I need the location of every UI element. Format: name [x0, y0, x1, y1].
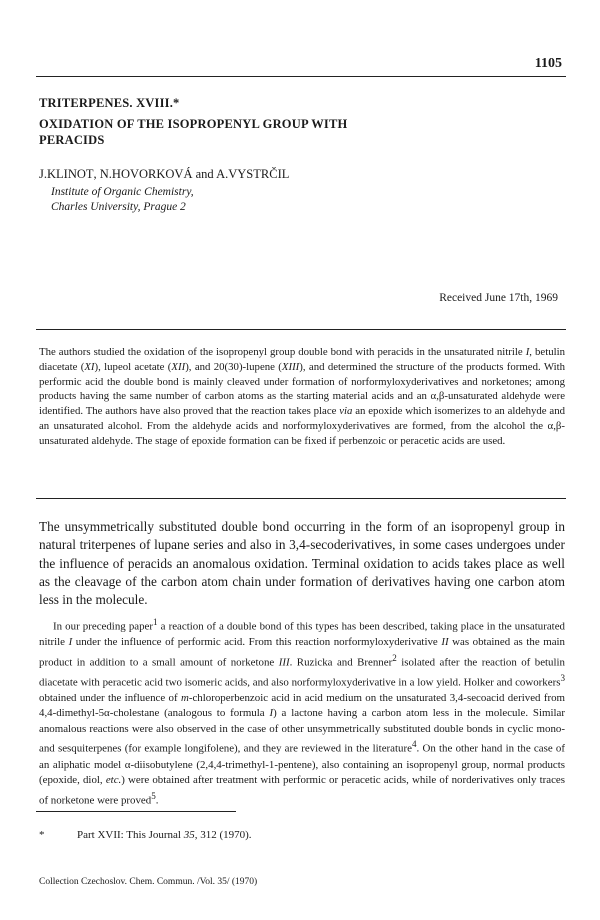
- footnote: * Part XVII: This Journal 35, 312 (1970).: [39, 829, 252, 841]
- reference-2[interactable]: 2: [392, 652, 397, 663]
- journal-footer: Collection Czechoslov. Chem. Commun. /Vol. 35/ (1970): [39, 877, 258, 887]
- reference-1[interactable]: 1: [153, 617, 158, 627]
- body-text: [39, 615, 565, 809]
- abstract-bottom-rule: [36, 498, 566, 499]
- lead-paragraph: The unsymmetrically substituted double bond occurring in the form of an isopropenyl group in natural triterpenes of lupane series and also in 3,4-secoderivatives, in some cases undergoes under the influence of peracids an anomalous oxidation. Terminal oxidation to acids takes place as well as the cleavage of the carbon atom chain under formation of derivatives having one carbon atom less in the molecule.: [39, 519, 565, 608]
- header-rule: [36, 76, 566, 77]
- reference-5[interactable]: 5: [151, 790, 156, 801]
- footnote-mark: *: [39, 829, 45, 841]
- reference-3[interactable]: 3: [560, 672, 565, 683]
- article-title: TRITERPENES. XVIII.*: [39, 96, 180, 110]
- reference-4[interactable]: 4: [411, 739, 417, 750]
- author-1: J.KLINOT: [39, 167, 94, 181]
- author-3: A.VYSTRČIL: [216, 167, 290, 181]
- article-subtitle: OXIDATION OF THE ISOPROPENYL GROUP WITH PERACIDS: [39, 117, 348, 147]
- author-2: N.HOVORKOVÁ: [99, 167, 193, 181]
- abstract: The authors studied the oxidation of the isopropenyl group double bond with peracids in the unsaturated nitrile I, betulin diacetate (XI), lupeol acetate (XII), and 20(30)-lupene (XIII), and determined the structure of the products formed. With performic acid the double bond is mainly cleaved under formation of norformyloxyderivatives and norketones; among products having the same number of carbon atoms as the starting material acids and an α,β-unsaturated aldehyde were identified. The authors have also proved that the reaction takes place via an epoxide which isomerizes to an aldehyde and an unsaturated alcohol. From the aldehyde acids and norformyloxyderivatives are formed, from the alcohol the α,β-unsaturated aldehyde. The stage of epoxide formation can be fixed if perbenzoic or peracetic acids are used.: [39, 346, 566, 447]
- affiliation-line-2: Charles University, Prague 2: [51, 201, 186, 213]
- body-paragraph: In our preceding paper$^1$ a reaction of a double bond of this types has been described, taking place in the unsaturated nitrile I under the influence of performic acid. From this reaction norformyloxyderivative II was obtained as the main product in addition to a small amount of norketone III. Ruzicka and Brenner$^2$ isolated after the reaction of betulin diacetate with peracetic acid two isomeric acids, and also norformyloxyderivative in a low yield. Holker and coworkers$^3$ obtained under the influence of m-chloroperbenzoic acid in acid medium on the unsaturated 3,4-secoacid derived from 4,4-dimethyl-5α-cholestane (analogous to formula I) a lactone having a carbon atom less in the molecule. Similar anomalous reactions were also observed in the case of other unsymmetrically substituted double bonds in cyclic mono- and sesquiterpenes (for example longifolene), and they are reviewed in the literature$^4$. On the other hand in the case of an aliphatic model α-diisobutylene (2,4,4-trimethyl-1-pentene), also containing an isopropenyl group, normal products (epoxide, diol, etc.) were obtained after treatment with performic or peracetic acids, while of norderivatives only traces of norketone were proved$^5$.: [39, 617, 566, 807]
- affiliation-line-1: Institute of Organic Chemistry,: [51, 186, 194, 198]
- author-list: J.KLINOT, N.HOVORKOVÁ and A.VYSTRČIL: [39, 167, 290, 181]
- received-date: Received June 17th, 1969: [439, 292, 558, 304]
- footnote-rule: [36, 811, 236, 812]
- page-number: 1105: [534, 56, 562, 71]
- affiliation: [51, 185, 194, 215]
- abstract-top-rule: [36, 329, 566, 330]
